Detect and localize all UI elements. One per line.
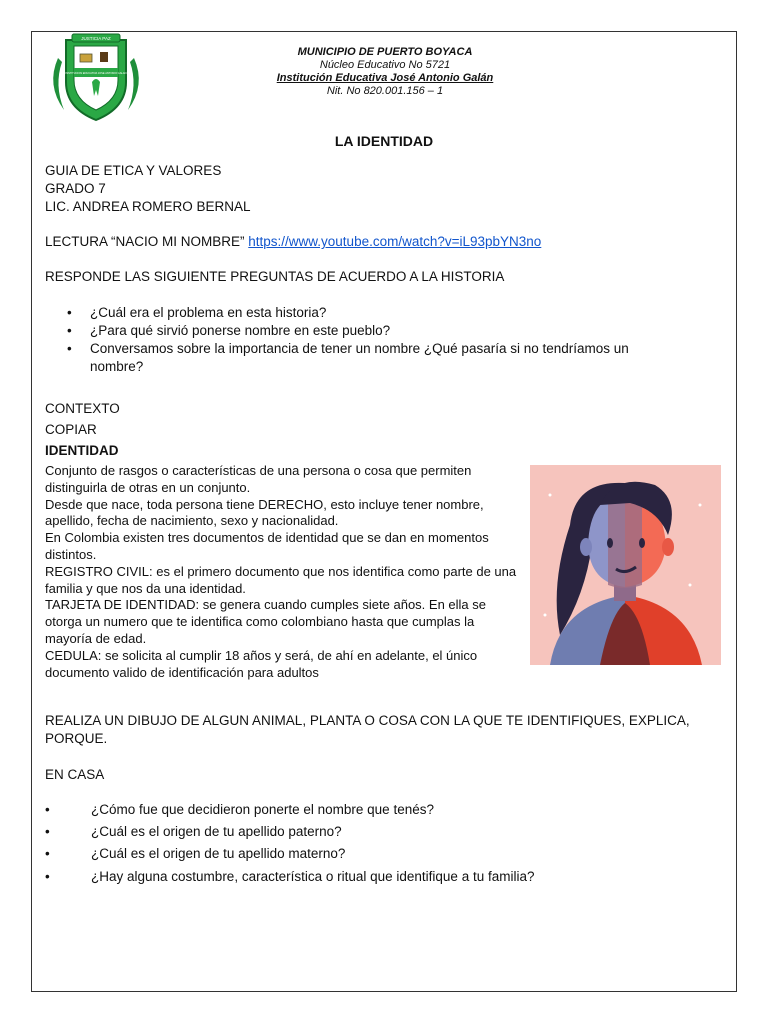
logo-inner-text: INSTITUCION EDUCATIVA JOSE ANTONIO GALAN	[65, 72, 127, 75]
page-title: LA IDENTIDAD	[334, 133, 434, 149]
nucleus: Núcleo Educativo No 5721	[319, 59, 451, 71]
bullet: •	[45, 824, 50, 840]
lectura-line	[45, 233, 541, 251]
meta-subject: GUIA DE ETICA Y VALORES	[45, 163, 222, 178]
paragraph: CEDULA: se solicita al cumplir 18 años y será, de ahí en adelante, el único documento valido de identificación para adultos	[45, 647, 478, 680]
drawing-task: REALIZA UN DIBUJO DE ALGUN ANIMAL, PLANTA O COSA CON LA QUE TE IDENTIFIQUES, EXPLICA, PORQUE.	[45, 713, 690, 746]
bullet: •	[45, 868, 50, 884]
document-header	[230, 46, 540, 98]
paragraph: Desde que nace, toda persona tiene DERECHO, esto incluye tener nombre, apellido, fecha de nacimiento, sexo y nacionalidad.	[45, 496, 484, 529]
home-questions-list	[45, 801, 685, 890]
meta-teacher: LIC. ANDREA ROMERO BERNAL	[45, 199, 251, 214]
meta-grade: GRADO 7	[45, 181, 106, 196]
nit-number: Nit. No 820.001.156 – 1	[326, 85, 444, 97]
instructions: RESPONDE LAS SIGUIENTE PREGUNTAS DE ACUERDO A LA HISTORIA	[45, 269, 505, 284]
list-item: • ¿Hay alguna costumbre, característica o ritual que identifique a tu familia?	[45, 868, 535, 884]
lectura-link[interactable]: https://www.youtube.com/watch?v=iL93pbYN3no	[248, 234, 542, 249]
paragraph: TARJETA DE IDENTIDAD: se genera cuando cumples siete años. En ella se otorga un numero que te identifica como colombiano hasta que cumplas la mayoría de edad.	[45, 597, 486, 646]
list-item: • ¿Para qué sirvió ponerse nombre en este pueblo?	[67, 323, 391, 338]
paragraph: En Colombia existen tres documentos de identidad que se dan en momentos distintos.	[45, 530, 489, 562]
bullet: •	[67, 323, 72, 338]
school-crest-logo	[44, 30, 148, 124]
questions-list	[45, 304, 685, 376]
municipality: MUNICIPIO DE PUERTO BOYACA	[297, 46, 473, 58]
list-item: • Conversamos sobre la importancia de tener un nombre ¿Qué pasaría si no tendríamos un nombre?	[67, 341, 629, 374]
identity-faces-illustration	[530, 465, 721, 665]
list-item: • ¿Cuál era el problema en esta historia?	[67, 305, 327, 320]
list-item: • ¿Cómo fue que decidieron ponerte el nombre que tenés?	[45, 802, 434, 817]
en-casa-label: EN CASA	[45, 767, 105, 782]
list-item: • ¿Cuál es el origen de tu apellido materno?	[45, 846, 346, 862]
identidad-body	[45, 463, 523, 681]
copiar-label: COPIAR	[45, 422, 97, 437]
paragraph: Conjunto de rasgos o características de una persona o cosa que permiten distinguirla de otras en un conjunto.	[45, 463, 472, 495]
paragraph: REGISTRO CIVIL: es el primero documento que nos identifica como parte de una familia y que nos da una identidad.	[45, 563, 517, 596]
contexto-label: CONTEXTO	[45, 401, 120, 416]
logo-top-text: JUSTICIA PAZ	[81, 36, 111, 41]
institution-name: Institución Educativa José Antonio Galán	[276, 72, 494, 84]
bullet: •	[67, 305, 72, 320]
bullet: •	[45, 802, 50, 817]
bullet: •	[45, 846, 50, 862]
identidad-heading: IDENTIDAD	[45, 443, 119, 458]
list-item: • ¿Cuál es el origen de tu apellido paterno?	[45, 824, 342, 840]
bullet: •	[67, 341, 72, 356]
lectura-label: LECTURA “NACIO MI NOMBRE”	[45, 234, 249, 249]
